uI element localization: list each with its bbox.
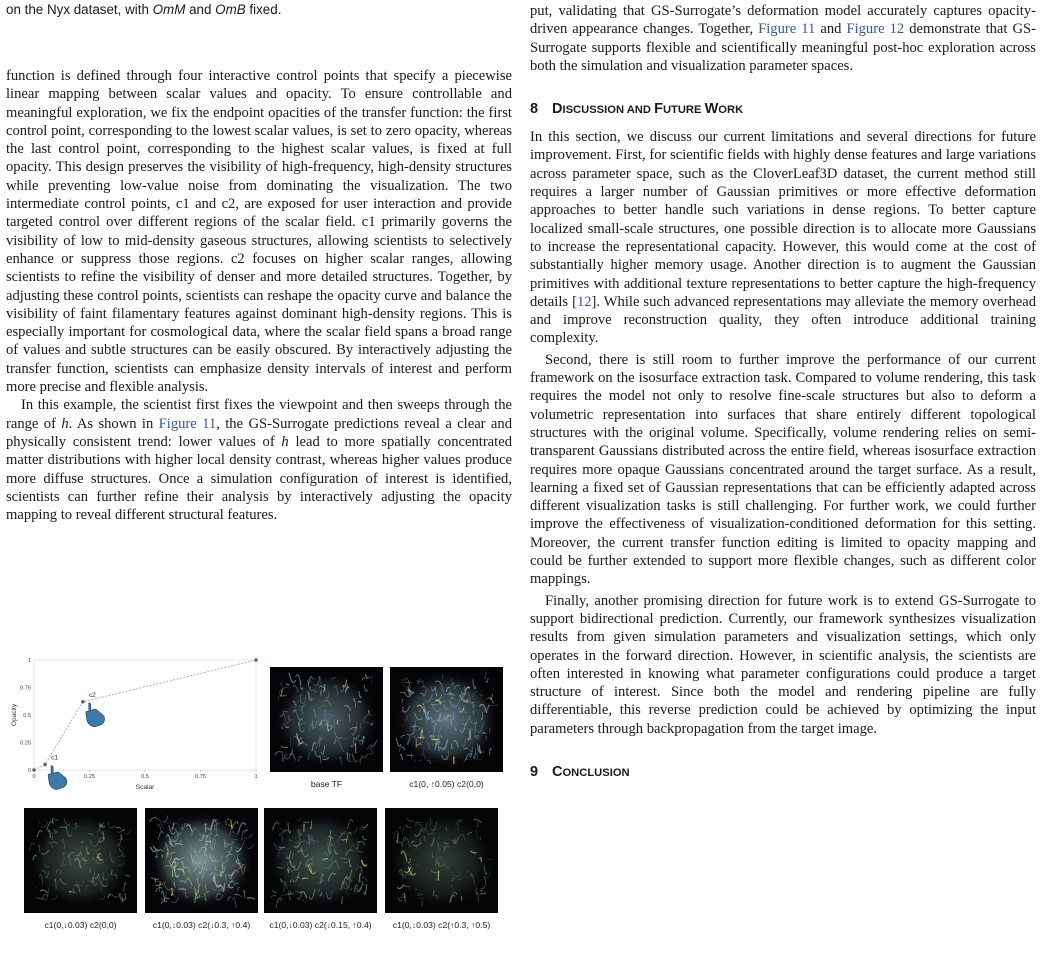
tile-caption: c1(0, ↑0.05) c2(0,0) — [409, 779, 484, 789]
figure-11-link-right[interactable]: Figure 11 — [758, 21, 816, 38]
section-9-heading: 9 CONCLUSION — [530, 763, 630, 780]
volume-render-image — [24, 808, 137, 913]
y-tick-label: 0 — [27, 768, 31, 774]
tile-caption: c1(0,↓0.03) c2(0,0) — [44, 920, 117, 930]
paragraph-limitations: In this section, we discuss our current limitations and several directions for future improvement. First, for scientific fields with highly dense features and large variations across parameter space, such as the CloverLeaf3D dataset, the current method still requires a larger number of Gaussian primitives or more effective deformation approaches to better handle such variations in dense regions. To better capture localized small-scale structures, one possible direction is to allocate more Gaussians to increase the representational capacity. However, this would come at the cost of substantially higher memory usage. Another direction is to augment the Gaussian primitives with additional texture representations to better capture the high-frequency details [12]. While such advanced representations may alleviate the memory overhead and improve reconstruction quality, they often introduce additional training complexity. — [530, 129, 1037, 347]
y-tick-label: 0.25 — [20, 740, 31, 747]
paragraph-bidirectional: Finally, another promising direction for future work is to extend GS-Surrogate to support bidirectional prediction. Currently, our framework synthesizes visualization results from given simulation parameters and visualization settings, which only operates in the forward direction. However, in scientific analysis, the scientists are often interested in knowing what parameter configurations could produce a target structure of interest. Since both the model and rendering pipeline are fully differentiable, this reverse prediction could be achieved by optimizing the input parameters through backpropagation from the target image. — [530, 592, 1036, 737]
volume-render-image — [390, 667, 503, 772]
volume-render-tile — [145, 808, 258, 913]
volume-render-tile — [264, 808, 377, 913]
control-point — [254, 658, 258, 662]
volume-render-image — [385, 808, 498, 913]
volume-render-image — [264, 808, 377, 913]
citation-12[interactable]: 12 — [576, 293, 592, 310]
x-tick-label: 0.25 — [84, 774, 95, 780]
y-tick-label: 1 — [27, 658, 31, 664]
paragraph-isosurface: Second, there is still room to further improve the performance of our current framework on the isosurface extraction task. Compared to volume rendering, this task requires the model not only to resolve fine-scale structures but also to deform a volumetric representation into surfaces that share entirely different topological structures with the original volume. Specifically, volume rendering relies on semi-transparent Gaussians distributed across the entire field, whereas isosurface extraction requires more opaque Gaussians concentrated around the target surface. As a result, learning a fixed set of Gaussian representations that can be efficiently adapted across different visualization tasks is still challenging. For further work, we could further improve the effectiveness of visualization-conditioned deformation for this setting. Moreover, the current transfer function editing is limited to opacity mapping and could be further extended to support more flexible changes, such as different color mappings. — [530, 351, 1036, 588]
tile-caption: c1(0,↓0.03) c2(↓0.15, ↑0.4) — [269, 920, 372, 930]
right-column — [530, 2, 1036, 782]
x-tick-label: 0.5 — [141, 774, 149, 780]
left-column — [6, 67, 512, 524]
volume-render-tile — [24, 808, 137, 913]
figure-10-caption-tail: on the Nyx dataset, with OmM and OmB fixed. — [6, 2, 282, 17]
y-axis-label: Opacity — [11, 703, 18, 727]
x-axis-label: Scalar — [135, 784, 155, 791]
paragraph-transfer-function: function is defined through four interactive control points that specify a piecewise linear mapping between scalar values and opacity. To ensure controllable and meaningful exploration, we fix the endpoint opacities of the transfer function: the first control point, corresponding to the lowest scalar values, is set to zero opacity, whereas the last control point, corresponding to the highest scalar values, is fixed at full opacity. This design preserves the visibility of high-frequency, high-density structures while preventing low-value noise from dominating the visualization. The two intermediate control points, c1 and c2, are exposed for user interaction and provide targeted control over different regions of the scalar field. c1 primarily governs the visibility of low to mid-density gaseous structures, allowing scientists to selectively enhance or suppress those regions. c2 focuses on higher scalar ranges, allowing scientists to refine the visibility of denser and more detailed structures. Together, by adjusting these control points, scientists can reshape the opacity curve and balance the visibility of faint filamentary features against dominant high-density regions. This is especially important for cosmological data, where the scalar field spans a broad range of values and subtle structures can be easily obscured. By interactively adjusting the transfer function, scientists can emphasize density intervals of interest and perform more precise and flexible analysis. — [6, 68, 512, 396]
y-tick-label: 0.75 — [20, 685, 31, 692]
figure-12-link[interactable]: Figure 12 — [846, 21, 905, 38]
tile-caption: base TF — [310, 779, 343, 789]
volume-render-tile — [390, 667, 503, 772]
transfer-function-plot — [6, 652, 268, 802]
paragraph-h-sweep: In this example, the scientist first fixes the viewpoint and then sweeps through the range of h. As shown in Figure 11, the GS-Surrogate predictions reveal a clear and physically consistent trend: lower values of h lead to more spatially concentrated matter distributions with higher local density contrast, whereas higher values produce more diffuse structures. Once a simulation configuration of interest is identified, scientists can further refine their analysis by interactively adjusting the opacity mapping to reveal different structural features. — [6, 397, 512, 524]
volume-render-tile — [270, 667, 383, 772]
control-point-label: c2 — [88, 691, 96, 699]
volume-render-image — [145, 808, 258, 913]
figure-11-link[interactable]: Figure 11 — [158, 415, 217, 432]
control-point — [43, 763, 47, 767]
figure-11 — [6, 652, 512, 952]
volume-render-tile — [385, 808, 498, 913]
tile-caption: c1(0,↓0.03) c2(↓0.3, ↑0.4) — [152, 920, 251, 930]
x-tick-label: 0 — [32, 774, 36, 780]
x-tick-label: 1 — [254, 774, 258, 780]
control-point — [81, 700, 85, 704]
plot-frame — [34, 660, 256, 770]
x-tick-label: 0.75 — [195, 774, 206, 780]
control-point-label: c1 — [51, 754, 59, 762]
paragraph-validation: put, validating that GS-Surrogate’s deformation model accurately captures opacity-driven appearance changes. Together, Figure 11 and Figure 12 demonstrate that GS-Surrogate supports flexible and scientifically meaningful post-hoc exploration across both the simulation and visualization parameter spaces. — [530, 3, 1036, 74]
control-point — [32, 768, 36, 772]
section-8-heading: 8 DISCUSSION AND FUTURE WORK — [530, 101, 744, 118]
volume-render-image — [270, 667, 383, 772]
tile-caption: c1(0,↓0.03) c2(↑0.3, ↑0.5) — [392, 920, 491, 930]
y-tick-label: 0.5 — [23, 713, 31, 719]
